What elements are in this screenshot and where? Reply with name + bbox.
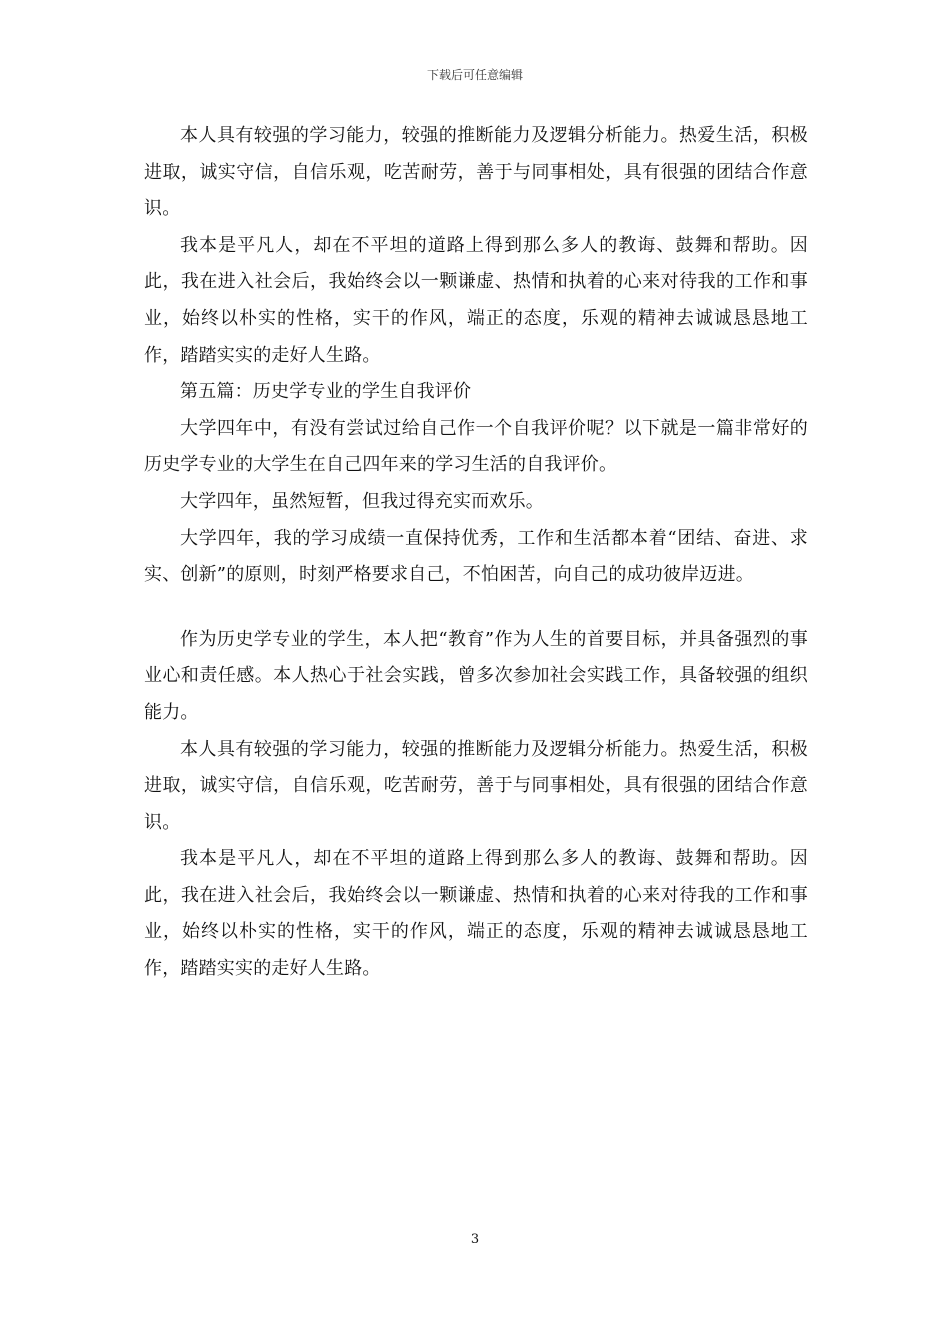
paragraph-ordinary-person: 我本是平凡人，却在不平坦的道路上得到那么多人的教诲、鼓舞和帮助。因此，我在进入社会后，我始终会以一颗谦虚、热情和执着的心来对待我的工作和事业，始终以朴实的性格，实干的作风，端正的态度，乐观的精神去诚诚恳恳地工作，踏踏实实的走好人生路。 xyxy=(144,234,808,366)
paragraph-four-years: 大学四年，虽然短暂，但我过得充实而欢乐。 xyxy=(180,490,544,512)
document-body xyxy=(144,118,808,988)
paragraph-history-student: 作为历史学专业的学生，本人把“教育”作为人生的首要目标，并具备强烈的事业心和责任感。本人热心于社会实践，曾多次参加社会实践工作，具备较强的组织能力。 xyxy=(144,628,808,723)
paragraph-intro: 大学四年中，有没有尝试过给自己作一个自我评价呢？以下就是一篇非常好的历史学专业的大学生在自己四年来的学习生活的自我评价。 xyxy=(144,417,808,476)
page-number: 3 xyxy=(470,1232,480,1247)
page-header: 下载后可任意编辑 xyxy=(426,68,523,82)
section-heading-fifth: 第五篇：历史学专业的学生自我评价 xyxy=(180,381,472,403)
paragraph-self-evaluation-ability: 本人具有较强的学习能力，较强的推断能力及逻辑分析能力。热爱生活，积极进取，诚实守信，自信乐观，吃苦耐劳，善于与同事相处，具有很强的团结合作意识。 xyxy=(144,125,808,220)
paragraph-self-evaluation-ability-repeat: 本人具有较强的学习能力，较强的推断能力及逻辑分析能力。热爱生活，积极进取，诚实守信，自信乐观，吃苦耐劳，善于与同事相处，具有很强的团结合作意识。 xyxy=(144,738,808,833)
paragraph-ordinary-person-repeat: 我本是平凡人，却在不平坦的道路上得到那么多人的教诲、鼓舞和帮助。因此，我在进入社会后，我始终会以一颗谦虚、热情和执着的心来对待我的工作和事业，始终以朴实的性格，实干的作风，端正的态度，乐观的精神去诚诚恳恳地工作，踏踏实实的走好人生路。 xyxy=(144,848,808,980)
paragraph-gap xyxy=(144,594,808,622)
paragraph-grades: 大学四年，我的学习成绩一直保持优秀，工作和生活都本着“团结、奋进、求实、创新”的原则，时刻严格要求自己，不怕困苦，向自己的成功彼岸迈进。 xyxy=(144,527,808,586)
